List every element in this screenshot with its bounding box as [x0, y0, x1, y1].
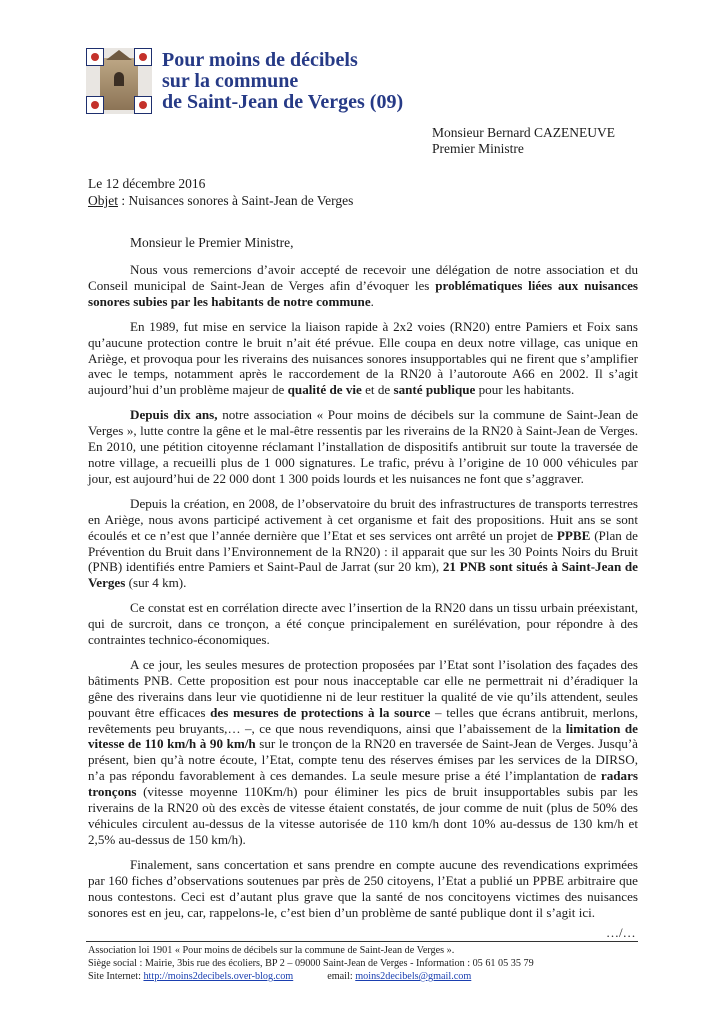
logo-tower-window — [114, 72, 124, 86]
paragraph-text: sur le tronçon de la RN20 en traversée de Saint-Jean de Verges. Jusqu’à présent, bien qu’à notre écoute, l’Etat, compte tenu des réserves émises par les services de la DIRSO, n’a pas répondu favorablement à ces demandes. La seule mesure prise a été l’implantation de — [88, 736, 638, 784]
footer-address-line: Siège social : Mairie, 3bis rue des écoliers, BP 2 – 09000 Saint-Jean de Verges - Information : 05 61 05 35 79 — [88, 958, 534, 969]
emphasized-text: 21 PNB sont situés à Saint-Jean de Verges — [88, 559, 638, 591]
recipient-block — [432, 125, 615, 157]
letterhead-title — [162, 50, 403, 113]
body-paragraph — [88, 319, 638, 399]
paragraph-text: (vitesse moyenne 110Km/h) pour éliminer les pics de bruit insupportables subis par les riverains de la RN20 où des excès de vitesse étaient constatés, de jour comme de nuit (plus de 50% des véhicules circulent au-dessus de la vitesse autorisée de 110 km/h dont 10% au-dessus de 130 km/h et 2,5% au-dessus de 150 km/h). — [88, 784, 638, 847]
emphasized-text: problématiques liées aux nuisances sonores subies par les habitants de notre commune — [88, 277, 638, 309]
emphasized-text: PPBE — [556, 527, 591, 543]
body-paragraph — [88, 407, 638, 487]
recipient-title: Premier Ministre — [432, 141, 524, 156]
logo-corner-emblem — [86, 48, 104, 66]
paragraph-text: notre association « Pour moins de décibels sur la commune de Saint-Jean de Verges », lutte contre la gêne et le mal-être ressentis par les riverains de la RN20 à Saint-Jean de Verges. En 2010, une pétition citoyenne réclamant l’installation de dispositifs antibruit sur toute la traversée de notre village, a recueilli plus de 1 000 signatures. Le trafic, prévu à l’origine de 10 000 véhicules par jour, est aujourd’hui de 22 000 dont 1 300 poids lourds et les nuisances ne font que s’aggraver. — [88, 407, 638, 486]
paragraph-text: . — [370, 293, 374, 309]
recipient-name: Monsieur Bernard CAZENEUVE — [432, 125, 615, 140]
letterhead-line-1: Pour moins de décibels — [162, 49, 358, 71]
logo-corner-emblem — [86, 96, 104, 114]
letterhead-line-3: de Saint-Jean de Verges (09) — [162, 91, 404, 113]
emphasized-text: santé publique — [393, 382, 476, 398]
letter-date: Le 12 décembre 2016 — [88, 176, 206, 191]
paragraph-text: – telles que écrans antibruit, merlons, revêtements peu bruyants,… –, ce que nous revendiquons, ainsi que l’abaissement de la — [88, 704, 639, 736]
paragraph-text: A ce jour, les seules mesures de protection proposées par l’Etat sont l’isolation des façades des bâtiments PNB. Cette proposition est pour nous inacceptable car elle ne permettrait ni d’éradiquer la gêne des riverains dans leur vie quotidienne ni de leur restituer la qualité de vie qu’ils attendent, seules pouvant être efficaces — [88, 656, 638, 720]
subject-label: Objet — [88, 193, 118, 208]
date-subject-block — [88, 175, 353, 209]
body-paragraph — [88, 600, 638, 648]
paragraph-text: (Plan de Prévention du Bruit dans l’Environnement de la RN20) : il apparait que sur les 30 Points Noirs du Bruit (PNB) identifiés entre Pamiers et Saint-Paul de Jarrat (sur 20 km), — [88, 527, 638, 575]
paragraph-text: Ce constat est en corrélation directe avec l’insertion de la RN20 dans un tissu urbain préexistant, qui de surcroit, dans ce tronçon, a été conçue principalement en surélévation, pour répondre à des contraintes technico-économiques. — [88, 600, 638, 648]
logo-corner-emblem — [134, 96, 152, 114]
paragraph-text: Finalement, sans concertation et sans prendre en compte aucune des revendications exprimées par 160 fiches d’observations soutenues par près de 250 citoyens, l’Etat a publié un PPBE arbitraire que nous contestons. Ceci est d’autant plus grave que la santé de nos concitoyens victimes des nuisances sonores est en jeu, car, rappelons-le, c’est bien d’un problème de santé publique dont il s’agit ici. — [88, 856, 638, 920]
website-link[interactable]: http://moins2decibels.over-blog.com — [143, 971, 294, 982]
emphasized-text: qualité de vie — [287, 382, 362, 398]
body-paragraph — [88, 262, 638, 310]
paragraph-text: (sur 4 km). — [125, 575, 187, 591]
subject-line — [88, 192, 353, 209]
footer-divider — [86, 941, 638, 942]
emphasized-text: des mesures de protections à la source — [210, 704, 431, 720]
salutation: Monsieur le Premier Ministre, — [130, 235, 294, 250]
body-paragraph — [88, 657, 638, 848]
email-label: email: — [327, 971, 356, 982]
subject-text: : Nuisances sonores à Saint-Jean de Verges — [118, 193, 354, 208]
letter-body — [88, 262, 638, 929]
footer — [88, 944, 648, 983]
footer-association-line: Association loi 1901 « Pour moins de décibels sur la commune de Saint-Jean de Verges ». — [88, 945, 455, 956]
paragraph-text: et de — [361, 382, 394, 398]
paragraph-text: Nous vous remercions d’avoir accepté de recevoir une délégation de notre association et du Conseil municipal de Saint-Jean de Verges afin d’évoquer les — [88, 262, 638, 293]
paragraph-text: En 1989, fut mise en service la liaison rapide à 2x2 voies (RN20) entre Pamiers et Foix sans qu’aucune protection contre le bruit n’ait été prévue. Elle coupa en deux notre village, cas unique en Ariège, et provoqua pour les riverains des nuisances sonores insupportables qui ne firent que s’amplifier avec le temps, notamment après le raccordement de la RN20 à l’autoroute A66 en 2002. Il s’agit aujourd’hui d’un problème majeur de — [88, 318, 638, 398]
body-paragraph — [88, 496, 638, 591]
emphasized-text: radars tronçons — [88, 768, 638, 800]
letterhead-line-2: sur la commune — [162, 70, 299, 92]
paragraph-text: pour les habitants. — [475, 382, 575, 398]
paragraph-text: Depuis la création, en 2008, de l’observatoire du bruit des infrastructures de transports terrestres en Ariège, nous avons participé activement à cet organisme et fait des propositions. Huit ans se sont écoulés et ce n’est que l’année dernière que l’Etat et ses services ont arrêté un projet de — [88, 495, 638, 543]
footer-contact-line — [88, 970, 648, 983]
continuation-mark: …/… — [606, 925, 636, 940]
body-paragraph — [88, 857, 638, 921]
emphasized-text: Depuis dix ans, — [130, 407, 218, 423]
site-label: Site Internet: — [88, 971, 144, 982]
logo-corner-emblem — [134, 48, 152, 66]
association-logo — [86, 48, 152, 114]
logo-tower-roof — [106, 50, 132, 60]
email-link[interactable]: moins2decibels@gmail.com — [355, 971, 472, 982]
emphasized-text: limitation de vitesse de 110 km/h à 90 km/h — [88, 720, 638, 752]
